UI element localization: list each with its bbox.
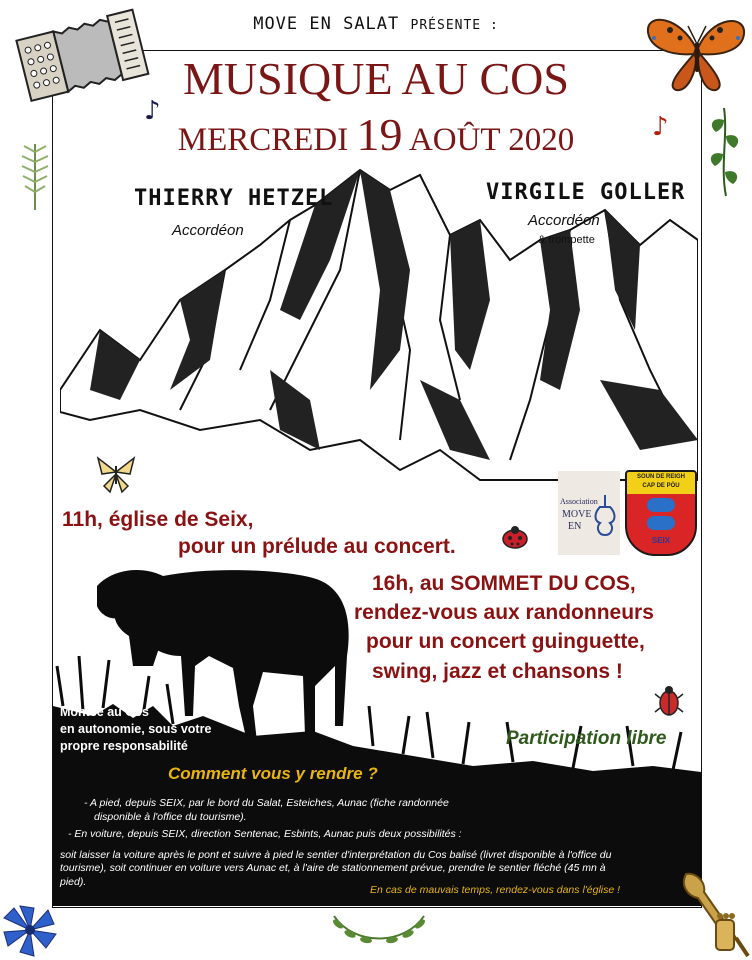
morning-event-line2: pour un prélude au concert. [178, 535, 456, 558]
date-day-name: MERCREDI [177, 122, 349, 158]
participation-label: Participation libre [506, 728, 667, 749]
bad-weather-note: En cas de mauvais temps, rendez-vous dans l'église ! [370, 884, 621, 896]
afternoon-event-line2: rendez-vous aux randonneurs [354, 601, 654, 624]
presenter-name: MOVE EN SALAT [253, 14, 400, 34]
artist-extra-instrument: & trompette [538, 234, 595, 246]
date-day: 19 [356, 109, 403, 160]
afternoon-event-line3: pour un concert guinguette, [366, 630, 645, 653]
soun-bottom-label: SEIX [651, 536, 671, 545]
morning-event-line1: 11h, église de Seix, [62, 508, 254, 531]
foot-line: disponible à l'office du tourisme). [94, 811, 247, 823]
presents-word: PRÉSENTE : [410, 18, 499, 33]
montee-line: Montée au Cos [60, 705, 149, 719]
artist-name: VIRGILE GOLLER [486, 180, 686, 205]
soun-line1: SOUN DE REIGH [636, 474, 685, 480]
artist-name: THIERRY HETZEL [134, 186, 334, 211]
foot-line: - A pied, depuis SEIX, par le bord du Salat, Esteiches, Aunac (fiche randonnée [84, 797, 449, 809]
presenter-line [0, 14, 752, 34]
montee-line: en autonomie, sous votre [60, 722, 212, 736]
montee-info [60, 704, 211, 755]
directions-heading: Comment vous y rendre ? [168, 764, 378, 783]
swallowtail-butterfly-icon [94, 452, 138, 496]
cornflower-icon [0, 900, 62, 960]
montee-line: propre responsabilité [60, 739, 188, 753]
soun-line2: CAP DE PÒU [642, 483, 680, 489]
soun-de-reigh-logo [625, 470, 697, 556]
association-label: Association [560, 497, 598, 506]
laurel-wreath-icon [324, 906, 434, 954]
date-month-year: AOÛT 2020 [408, 122, 575, 158]
association-en-label: EN [568, 521, 582, 532]
car-line: tourisme), soit continuer en voiture vers Aunac et, à l'aire de stationnement prévue, prendre le sentier fléché (45 mn à [60, 862, 606, 874]
car-directions [60, 828, 696, 889]
foot-directions [84, 796, 449, 824]
car-line: soit laisser la voiture après le pont et suivre à pied le sentier d'interprétation du Cos balisé (livret disponible à l'office du [60, 848, 612, 861]
afternoon-event-line1: 16h, au SOMMET DU COS, [372, 572, 636, 595]
association-move-label: MOVE [562, 509, 592, 520]
afternoon-event-line4: swing, jazz et chansons ! [372, 660, 623, 683]
car-line: pied). [60, 875, 87, 888]
artist-instrument: Accordéon [172, 222, 244, 239]
music-note-icon: ♪ [652, 112, 669, 142]
car-line: - En voiture, depuis SEIX, direction Sentenac, Esbints, Aunac puis deux possibilités : [68, 828, 462, 840]
beetle-icon [654, 684, 684, 718]
violin-icon [592, 493, 618, 537]
trumpet-icon [676, 868, 752, 960]
ladybug-icon [500, 524, 530, 550]
poster-title: MUSIQUE AU COS [183, 53, 569, 104]
artist-instrument: Accordéon [528, 212, 600, 229]
music-note-icon: ♪ [144, 96, 161, 126]
association-move-en-logo [558, 471, 620, 555]
